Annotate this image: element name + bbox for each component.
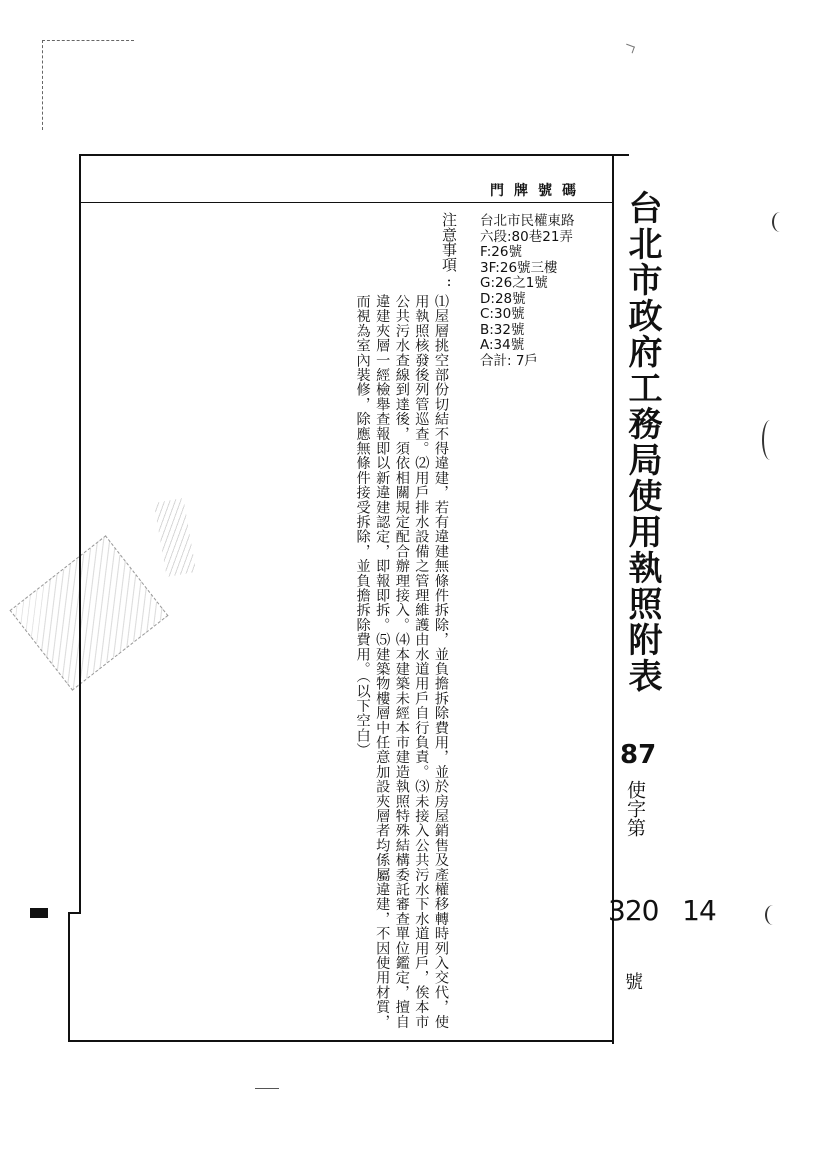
address-total: 合計: 7戶 — [480, 352, 538, 369]
form-border — [68, 912, 70, 1042]
scan-mark — [772, 212, 788, 232]
permit-char-label: 使字第 — [624, 780, 646, 837]
permit-number: 320 14 — [608, 894, 716, 927]
form-border — [79, 154, 629, 156]
permit-year: 87 — [620, 740, 657, 770]
address-line: A:34號 — [480, 337, 525, 353]
form-border — [68, 1040, 614, 1042]
scan-mark — [42, 40, 44, 130]
address-line: 台北市民權東路 — [480, 213, 575, 229]
official-stamp — [10, 535, 169, 690]
notes-body: ⑴屋層挑空部份切結不得違建，若有違建無條件拆除，並負擔拆除費用，並於房屋銷售及產權移轉時列入交代，使用執照核發後列管巡查。⑵用戶排水設備之管理維護由水道用戶自行負責。⑶未接入公共污水下水道用戶，俟本市公共污水查線到達後，須依相關規定配合辦理接入。⑷本建築未經本市建造執照特殊結構委託審查單位鑑定，擅自違建夾層一經檢舉查報即以新違建認定，即報即拆。⑸建築物樓層中任意加設夾層者均係屬違建，不因使用材質，而視為室內裝修，除應無條件接受拆除，並負擔拆除費用。（以下空白） — [354, 294, 449, 1029]
scan-mark — [30, 908, 48, 918]
address-line: F:26號 — [480, 244, 522, 260]
scan-mark — [762, 420, 778, 460]
address-line: 3F:26號三樓 — [480, 259, 558, 276]
address-line: B:32號 — [480, 321, 525, 338]
official-seal — [154, 498, 197, 577]
header-divider — [79, 202, 614, 203]
address-line: G:26之1號 — [480, 275, 548, 291]
scan-mark — [42, 40, 134, 42]
address-line: 六段:80巷21弄 — [480, 228, 573, 245]
permit-suffix: 號 — [625, 972, 643, 993]
address-line: D:28號 — [480, 290, 526, 307]
address-block — [480, 214, 575, 369]
form-border — [79, 154, 81, 914]
scan-mark — [624, 44, 635, 54]
scan-mark — [765, 905, 781, 925]
scan-mark — [255, 1088, 279, 1089]
address-line: C:30號 — [480, 306, 525, 322]
door-number-header: 門牌號碼 — [490, 183, 586, 199]
notes-heading: 注意事項: — [440, 212, 458, 290]
document-title: 台北市政府工務局使用執照附表 — [622, 190, 662, 694]
